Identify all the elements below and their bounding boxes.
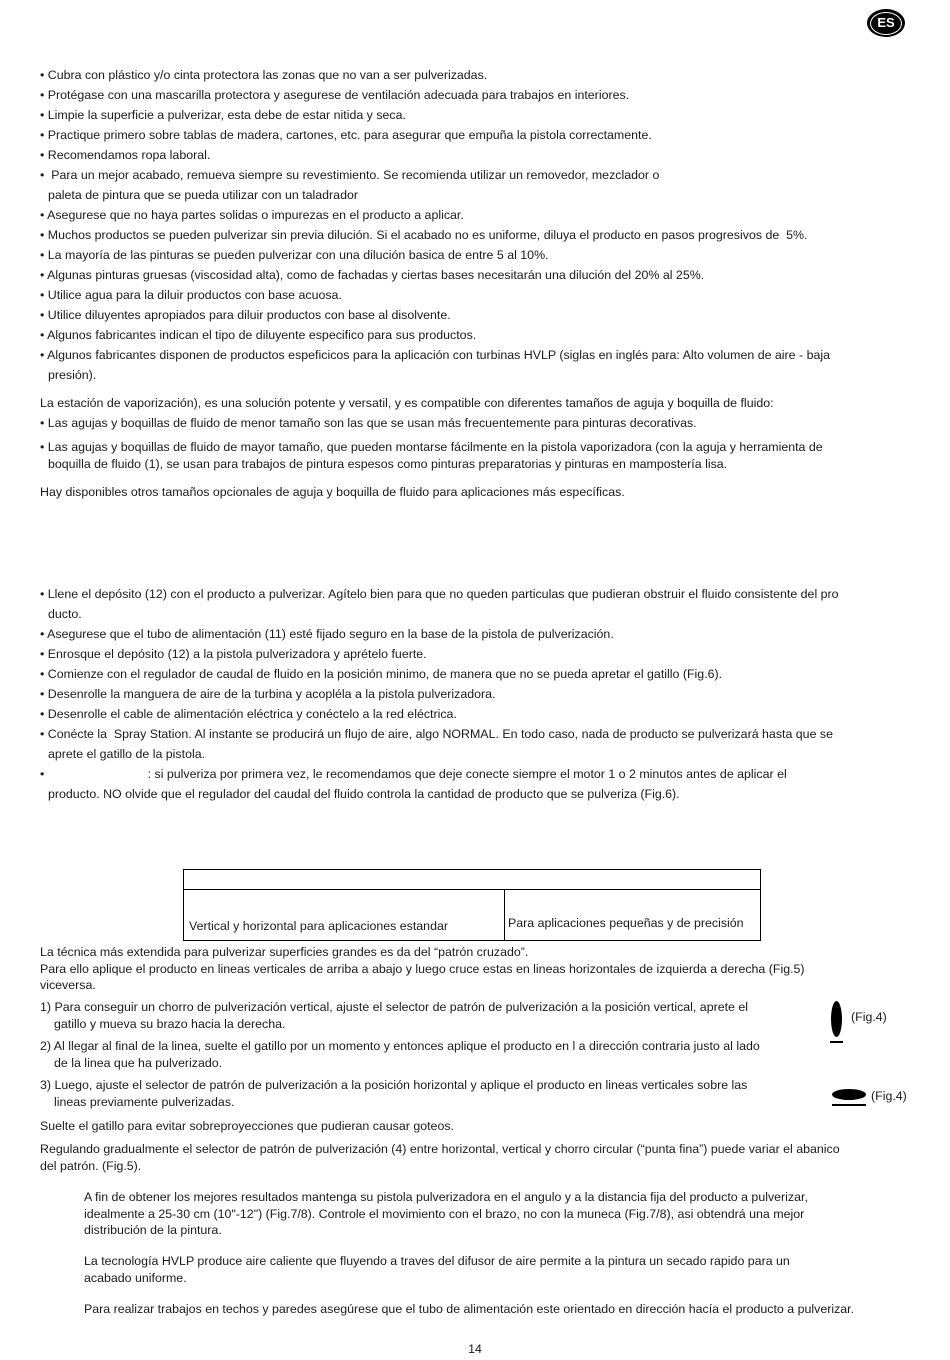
step-line: de la linea que ha pulverizado. — [54, 1055, 223, 1070]
cross-pattern-line: Para ello aplique el producto en lineas verticales de arriba a abajo y luego cruce estas en lineas horizontales de izquierda a derecha (Fig.5) — [40, 961, 805, 976]
station-other-sizes — [40, 482, 910, 502]
bullet-item-continuation: paleta de pintura que se pueda utilizar con un taladrador — [48, 188, 358, 202]
bullet-item: • Desenrolle el cable de alimentación eléctrica y conéctelo a la red eléctrica. — [40, 707, 457, 721]
vertical-pattern-underline — [830, 1041, 843, 1043]
bullet-item: • Utilice diluyentes apropiados para diluir productos con base al disolvente. — [40, 308, 451, 322]
page-number: 14 — [468, 1342, 482, 1356]
step-line: lineas previamente pulverizadas. — [54, 1094, 235, 1109]
bullet-item: • Practique primero sobre tablas de madera, cartones, etc. para asegurar que empuña la pistola correctamente. — [40, 128, 652, 142]
bullet-item: • Enrosque el depósito (12) a la pistola pulverizadora y aprételo fuerte. — [40, 647, 427, 661]
tip-line: A fin de obtener los mejores resultados mantenga su pistola pulverizadora en el angulo y a la distancia fija del producto a pulverizar, — [84, 1190, 808, 1204]
bullet-item: • Recomendamos ropa laboral. — [40, 148, 211, 162]
tip-line: idealmente a 25-30 cm (10"-12") (Fig.7/8). Controle el movimiento con el brazo, no con la muneca (Fig.7/8), asi obtendrá una mejor — [84, 1206, 805, 1221]
bullet-item: • : si pulveriza por primera vez, le recomendamos que deje conecte siempre el motor 1 o 2 minutos antes de aplicar el — [40, 767, 787, 781]
cross-pattern-line: La técnica más extendida para pulverizar superficies grandes es da del “patrón cruzado”. — [40, 945, 529, 959]
tip-line: La tecnología HVLP produce aire caliente que fluyendo a traves del difusor de aire permite a la pintura un secado rapido para un — [84, 1254, 790, 1268]
tip-line: Para realizar trabajos en techos y paredes asegúrese que el tubo de alimentación este orientado en dirección hacía el producto a pulverizar. — [84, 1302, 855, 1316]
startup-list — [40, 584, 910, 804]
bullet-item: • Asegurese que no haya partes solidas o impurezas en el producto a aplicar. — [40, 208, 464, 222]
tip-ceilings — [84, 1301, 914, 1318]
bullet-item: • Cubra con plástico y/o cinta protectora las zonas que no van a ser pulverizadas. — [40, 68, 488, 82]
cross-pattern-text — [40, 944, 910, 994]
bullet-item: • Conécte la Spray Station. Al instante se producirá un flujo de aire, algo NORMAL. En todo caso, nada de producto se pulverizará hasta que se — [40, 727, 833, 741]
cross-pattern-line: viceversa. — [40, 978, 96, 992]
station-large-line: boquilla de fluido (1), se usan para trabajos de pintura espesos como pinturas preparatorias y pinturas en mampostería lisa. — [48, 457, 728, 471]
preparation-list — [40, 65, 910, 385]
bullet-item: • Protégase con una mascarilla protectora y asegurese de ventilación adecuada para trabajos en interiores. — [40, 88, 630, 102]
station-section — [40, 393, 910, 433]
regulate-line: del patrón. (Fig.5). — [40, 1158, 142, 1173]
station-large-needles — [40, 439, 910, 473]
bullet-item: • Desenrolle la manguera de aire de la turbina y acopléla a la pistola pulverizadora. — [40, 687, 496, 701]
startup-items — [40, 584, 910, 804]
bullet-item: • Algunas pinturas gruesas (viscosidad alta), como de fachadas y ciertas bases necesitarán una dilución del 20% al 25%. — [40, 268, 705, 282]
bullet-item-continuation: presión). — [48, 368, 97, 382]
vertical-pattern-icon — [831, 1001, 842, 1037]
station-small-needles: • Las agujas y boquillas de fluido de menor tamaño son las que se usan más frecuentemente para pinturas decorativas. — [40, 416, 697, 430]
bullet-item: • Algunos fabricantes indican el tipo de diluyente especifico para sus productos. — [40, 328, 477, 342]
step-2 — [40, 1038, 820, 1071]
bullet-item: • Limpie la superficie a pulverizar, esta debe de estar nitida y seca. — [40, 108, 406, 122]
horizontal-pattern-icon — [832, 1089, 866, 1100]
step-3 — [40, 1077, 820, 1110]
regulate-text — [40, 1141, 910, 1174]
tip-line: distribución de la pintura. — [84, 1223, 222, 1237]
bullet-item-continuation: ducto. — [48, 607, 82, 621]
step-1 — [40, 999, 820, 1032]
fig4-label-horizontal: (Fig.4) — [871, 1089, 907, 1103]
bullet-item: • Comienze con el regulador de caudal de fluido en la posición minimo, de manera que no se pueda apretar el gatillo (Fig.6). — [40, 667, 723, 681]
table-cell-precision: Para aplicaciones pequeñas y de precisión — [508, 916, 744, 930]
table-divider — [184, 889, 760, 890]
bullet-item: • Para un mejor acabado, remueva siempre su revestimiento. Se recomienda utilizar un removedor, mezclador o — [40, 168, 660, 182]
bullet-item: • Llene el depósito (12) con el producto a pulverizar. Agítelo bien para que no queden particulas que pudieran obstruir el fluido consistente del pro — [40, 587, 839, 601]
regulate-line: Regulando gradualmente el selector de patrón de pulverización (4) entre horizontal, vertical y chorro circular (“punta fina”) puede variar el abanico — [40, 1142, 840, 1156]
release-trigger-text — [40, 1116, 910, 1136]
station-intro: La estación de vaporización), es una solución potente y versatil, y es compatible con diferentes tamaños de aguja y boquilla de fluido: — [40, 396, 774, 410]
station-large-line: • Las agujas y boquillas de fluido de mayor tamaño, que pueden montarse fácilmente en la pistola vaporizadora (con la aguja y herramienta de — [40, 440, 823, 454]
tip-hvlp — [84, 1253, 904, 1286]
step-line: gatillo y mueva su brazo hacia la derecha. — [54, 1016, 286, 1031]
bullet-item: • Asegurese que el tubo de alimentación (11) esté fijado seguro en la base de la pistola de pulverización. — [40, 627, 614, 641]
bullet-item: • Utilice agua para la diluir productos con base acuosa. — [40, 288, 342, 302]
language-badge — [867, 9, 905, 37]
fig4-label-vertical: (Fig.4) — [851, 1010, 887, 1024]
step-line: 2) Al llegar al final de la linea, suelte el gatillo por un momento y entonces aplique el producto en l a dirección contraria justo al lado — [40, 1039, 760, 1053]
table-column-divider — [504, 890, 505, 940]
table-cell-standard: Vertical y horizontal para aplicaciones estandar — [189, 919, 448, 933]
bullet-item: • Algunos fabricantes disponen de productos espeficicos para la aplicación con turbinas HVLP (siglas en inglés para: Alto volumen de aire - baja — [40, 348, 831, 362]
bullet-item-continuation: aprete el gatillo de la pistola. — [48, 747, 206, 761]
step-line: 1) Para conseguir un chorro de pulverización vertical, ajuste el selector de patrón de pulverización a la posición vertical, aprete el — [40, 1000, 749, 1014]
bullet-item-continuation: producto. NO olvide que el regulador del caudal del fluido controla la cantidad de producto que se pulveriza (Fig.6). — [48, 787, 680, 801]
bullet-item: • La mayoría de las pinturas se pueden pulverizar con una dilución basica de entre 5 al 10%. — [40, 248, 549, 262]
language-badge-label: ES — [870, 12, 902, 35]
release-trigger-line: Suelte el gatillo para evitar sobreproyecciones que pudieran causar goteos. — [40, 1119, 454, 1133]
station-other-text: Hay disponibles otros tamaños opcionales de aguja y boquilla de fluido para aplicaciones más específicas. — [40, 485, 625, 499]
step-line: 3) Luego, ajuste el selector de patrón de pulverización a la posición horizontal y aplique el producto en lineas verticales sobre las — [40, 1078, 748, 1092]
tip-distance — [84, 1189, 904, 1239]
spray-pattern-table — [183, 869, 761, 941]
horizontal-pattern-underline — [832, 1104, 866, 1106]
tip-line: acabado uniforme. — [84, 1270, 187, 1285]
bullet-item: • Muchos productos se pueden pulverizar sin previa dilución. Si el acabado no es uniforme, diluya el producto en pasos progresivos de 5%. — [40, 228, 808, 242]
preparation-items — [40, 65, 910, 385]
